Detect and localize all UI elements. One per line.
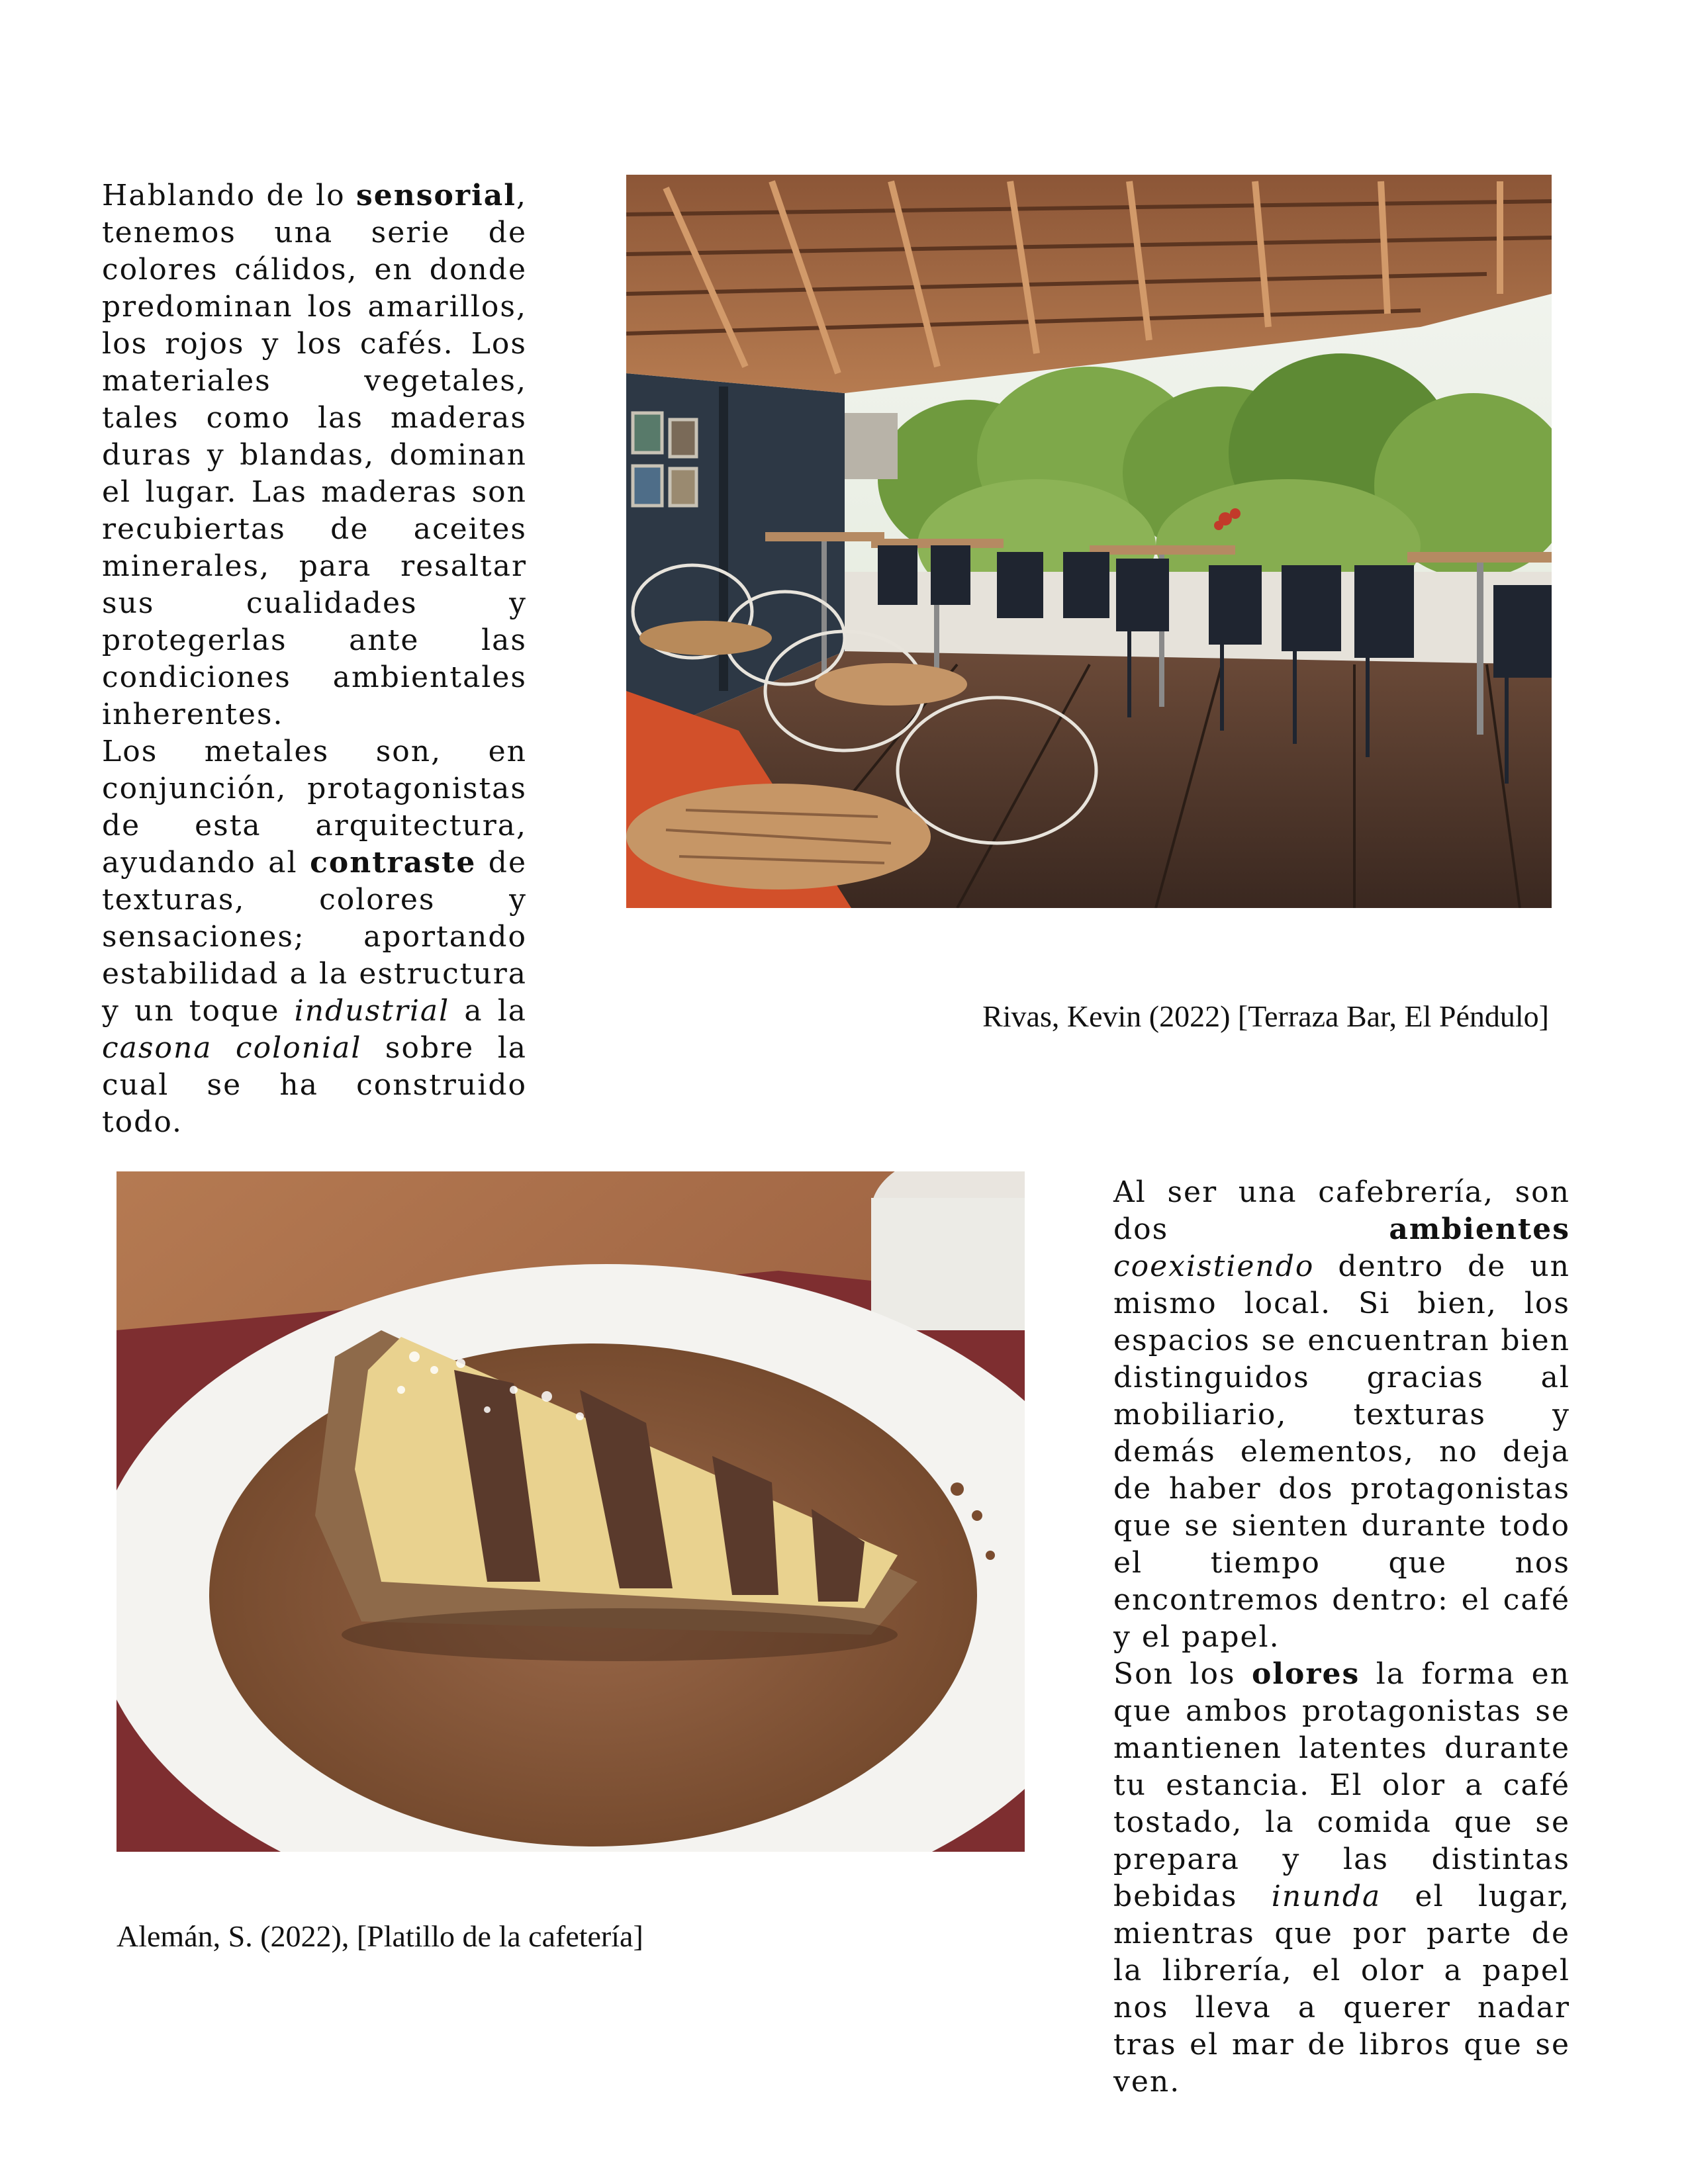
- cafeteria-dish-photo: [117, 1171, 1025, 1852]
- caption-dish-photo: Alemán, S. (2022), [Platillo de la cafetería]: [117, 1919, 643, 1953]
- cheesecake-illustration: [117, 1171, 1025, 1852]
- text-span: Son los: [1113, 1657, 1252, 1691]
- bold-term-olores: olores: [1251, 1657, 1360, 1691]
- text-span: el lugar, mientras que por parte de la librería, el olor a papel nos lleva a querer nadar tras el mar de libros que se ven.: [1113, 1880, 1570, 2099]
- bold-term-sensorial: sensorial: [356, 179, 516, 212]
- text-span: la forma en que ambos protagonistas se mantienen latentes durante tu estancia. El olor a café tostado, la comida que se prepara y las distintas bebidas: [1113, 1657, 1571, 1913]
- text-span: Los metales son, en conjunción, protagonistas de esta arquitectura, ayudando al: [102, 735, 527, 880]
- paragraph-smells: [1113, 1656, 1570, 2101]
- bold-term-ambientes: ambientes: [1389, 1212, 1570, 1246]
- bold-term-contraste: contraste: [310, 846, 477, 880]
- italic-term-industrial: industrial: [294, 994, 450, 1028]
- italic-term-coexistiendo: coexistiendo: [1113, 1250, 1315, 1283]
- text-span: de texturas, colores y sensaciones; aportando estabilidad a la estructura y un toque: [102, 846, 527, 1028]
- paragraph-metals: [102, 733, 527, 1141]
- caption-terrace-photo: Rivas, Kevin (2022) [Terraza Bar, El Péndulo]: [982, 999, 1549, 1033]
- text-span: a la: [449, 994, 527, 1028]
- paragraph-two-ambiences: [1113, 1174, 1570, 1656]
- text-span: dentro de un mismo local. Si bien, los espacios se encuentran bien distinguidos gracias al mobiliario, texturas y demás elementos, no deja de haber dos protagonistas que se sienten durante todo el tiempo que nos encontremos dentro: el café y el papel.: [1113, 1250, 1570, 1654]
- paragraph-colors-materials: [102, 177, 527, 733]
- terrace-bar-illustration: [626, 175, 1552, 908]
- text-span: , tenemos una serie de colores cálidos, en donde predominan los amarillos, los rojos y los cafés. Los materiales vegetales, tales como las maderas duras y blandas, dominan el lugar. Las maderas son recubiertas de aceites minerales, para resaltar sus cualidades y protegerlas ante las condiciones ambientales inherentes.: [102, 179, 527, 731]
- italic-term-inunda: inunda: [1271, 1880, 1382, 1913]
- italic-term-casona-colonial: casona colonial: [102, 1031, 362, 1065]
- text-span: sobre la cual se ha construido todo.: [102, 1031, 527, 1139]
- text-span: Al ser una cafebrería, son dos: [1113, 1175, 1570, 1246]
- text-span: Hablando de lo: [102, 179, 356, 212]
- text-column-ambientes: [1113, 1174, 1570, 2101]
- text-column-sensorial: [102, 177, 527, 1141]
- terrace-bar-photo: [626, 175, 1552, 908]
